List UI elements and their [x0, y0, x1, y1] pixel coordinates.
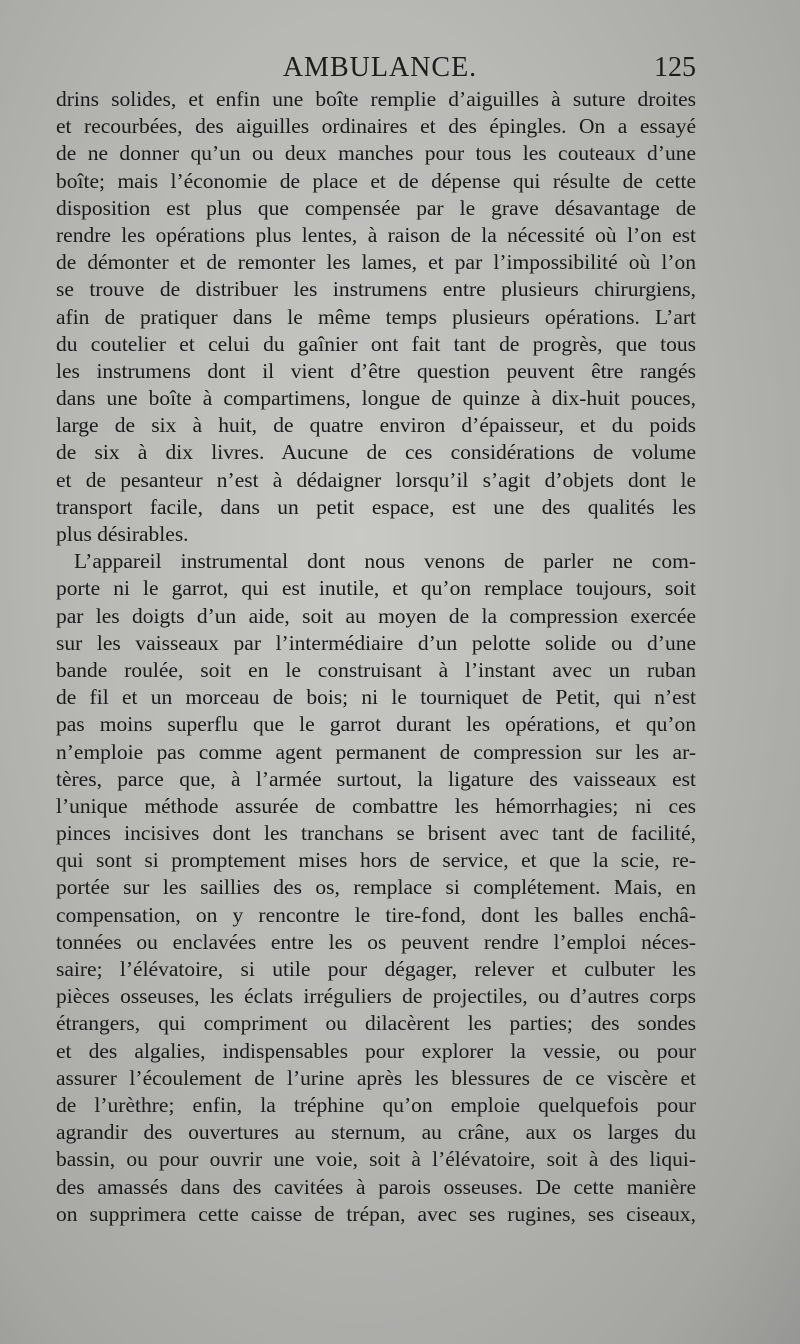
text-line: de l’urèthre; enfin, la tréphine qu’on emploie quelquefois pour: [56, 1092, 696, 1117]
text-line: transport facile, dans un petit espace, est une des qualités les: [56, 494, 696, 519]
text-line: tères, parce que, à l’armée surtout, la ligature des vaisseaux est: [56, 766, 696, 791]
text-line: assurer l’écoulement de l’urine après les blessures de ce viscère et: [56, 1065, 696, 1090]
text-line: qui sont si promptement mises hors de service, et que la scie, re-: [56, 848, 696, 873]
body-text: [56, 86, 696, 1228]
text-line: du coutelier et celui du gaînier ont fait tant de progrès, que tous: [56, 331, 696, 356]
page-title: AMBULANCE.: [282, 52, 478, 83]
paragraph-start-line: L’appareil instrumental dont nous venons de parler ne com-: [74, 549, 696, 574]
text-line: disposition est plus que compensée par le grave désavantage de: [56, 195, 696, 220]
text-line: afin de pratiquer dans le même temps plusieurs opérations. L’art: [56, 304, 696, 329]
text-line: bande roulée, soit en le construisant à l’instant avec un ruban: [56, 657, 696, 682]
text-line: porte ni le garrot, qui est inutile, et qu’on remplace toujours, soit: [56, 576, 696, 601]
text-line: de fil et un morceau de bois; ni le tourniquet de Petit, qui n’est: [56, 685, 696, 710]
text-line: des amassés dans des cavitées à parois osseuses. De cette manière: [56, 1174, 696, 1199]
text-line: pinces incisives dont les tranchans se brisent avec tant de facilité,: [56, 821, 696, 846]
text-line: agrandir des ouvertures au sternum, au crâne, aux os larges du: [56, 1120, 696, 1145]
text-line: n’emploie pas comme agent permanent de compression sur les ar-: [56, 739, 696, 764]
text-line: tonnées ou enclavées entre les os peuvent rendre l’emploi néces-: [56, 929, 696, 954]
text-line: et recourbées, des aiguilles ordinaires et des épingles. On a essayé: [56, 114, 696, 139]
text-line: se trouve de distribuer les instrumens entre plusieurs chirurgiens,: [56, 277, 696, 302]
text-line: de six à dix livres. Aucune de ces considérations de volume: [56, 440, 696, 465]
paragraph-end-line: plus désirables.: [56, 522, 189, 546]
text-line: on supprimera cette caisse de trépan, avec ses rugines, ses ciseaux,: [56, 1201, 696, 1226]
text-line: pas moins superflu que le garrot durant les opérations, et qu’on: [56, 712, 696, 737]
page-number: 125: [654, 52, 696, 83]
text-line: de ne donner qu’un ou deux manches pour tous les couteaux d’une: [56, 141, 696, 166]
text-line: boîte; mais l’économie de place et de dépense qui résulte de cette: [56, 168, 696, 193]
text-line: sur les vaisseaux par l’intermédiaire d’un pelotte solide ou d’une: [56, 630, 696, 655]
text-line: les instrumens dont il vient d’être question peuvent être rangés: [56, 358, 696, 383]
text-line: étrangers, qui compriment ou dilacèrent les parties; des sondes: [56, 1011, 696, 1036]
text-line: bassin, ou pour ouvrir une voie, soit à l’élévatoire, soit à des liqui-: [56, 1147, 696, 1172]
text-line: dans une boîte à compartimens, longue de quinze à dix-huit pouces,: [56, 386, 696, 411]
text-line: rendre les opérations plus lentes, à raison de la nécessité où l’on est: [56, 222, 696, 247]
text-line: portée sur les saillies des os, remplace si complétement. Mais, en: [56, 875, 696, 900]
text-line: et des algalies, indispensables pour explorer la vessie, ou pour: [56, 1038, 696, 1063]
text-line: par les doigts d’un aide, soit au moyen de la compression exercée: [56, 603, 696, 628]
text-line: pièces osseuses, les éclats irréguliers de projectiles, ou d’autres corps: [56, 984, 696, 1009]
text-line: large de six à huit, de quatre environ d’épaisseur, et du poids: [56, 413, 696, 438]
text-line: et de pesanteur n’est à dédaigner lorsqu’il s’agit d’objets dont le: [56, 467, 696, 492]
text-line: saire; l’élévatoire, si utile pour dégager, relever et culbuter les: [56, 957, 696, 981]
text-line: de démonter et de remonter les lames, et par l’impossibilité où l’on: [56, 250, 696, 275]
running-head: [60, 52, 700, 88]
text-line: compensation, on y rencontre le tire-fond, dont les balles enchâ-: [56, 902, 696, 927]
text-line: l’unique méthode assurée de combattre les hémorrhagies; ni ces: [56, 793, 696, 818]
text-line: drins solides, et enfin une boîte remplie d’aiguilles à suture droites: [56, 87, 696, 111]
